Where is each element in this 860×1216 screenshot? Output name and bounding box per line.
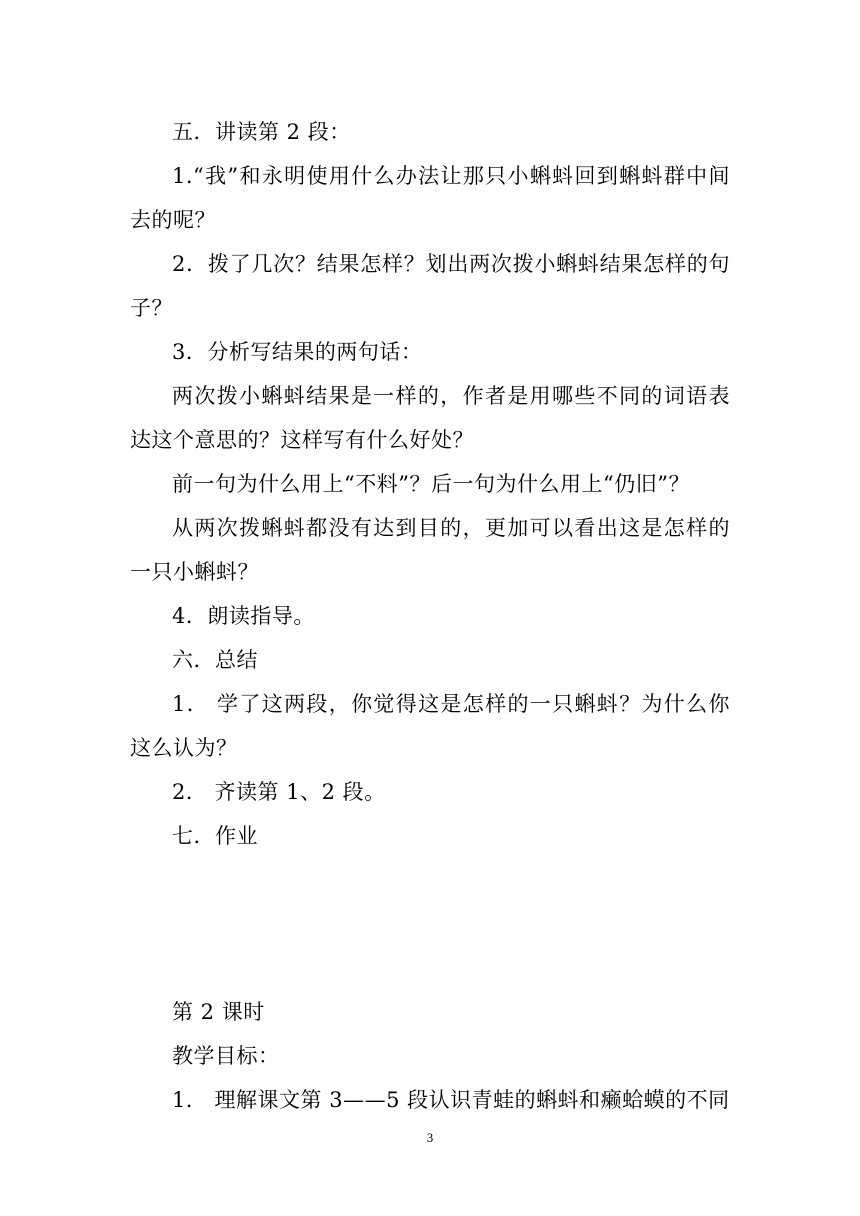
blank-space	[130, 858, 730, 990]
list-item: 1． 学了这两段，你觉得这是怎样的一只蝌蚪？为什么你这么认为？	[130, 692, 730, 760]
section-heading-6: 六．总结	[172, 648, 258, 672]
page-number: 3	[426, 1130, 434, 1145]
list-item: 2． 齐读第 1、2 段。	[172, 780, 386, 804]
body-paragraph: 前一句为什么用上“不料”？后一句为什么用上“仍旧”？	[172, 472, 690, 496]
list-item: 1． 理解课文第 3——5 段认识青蛙的蝌蚪和癞蛤蟆的不同	[172, 1088, 730, 1112]
lesson-heading: 第 2 课时	[172, 1000, 265, 1024]
document-body	[130, 110, 730, 1122]
question-paragraph: 1.“我”和永明使用什么办法让那只小蝌蚪回到蝌蚪群中间去的呢？	[130, 164, 730, 232]
question-paragraph: 3．分析写结果的两句话：	[172, 340, 423, 364]
body-paragraph: 从两次拨蝌蚪都没有达到目的，更加可以看出这是怎样的一只小蝌蚪？	[130, 516, 730, 584]
body-paragraph: 两次拨小蝌蚪结果是一样的，作者是用哪些不同的词语表达这个意思的？这样写有什么好处？	[130, 384, 730, 452]
question-paragraph: 2．拨了几次？结果怎样？划出两次拨小蝌蚪结果怎样的句子？	[130, 252, 730, 320]
section-heading-5: 五．讲读第 2 段：	[172, 120, 351, 144]
objectives-heading: 教学目标：	[172, 1044, 280, 1068]
question-paragraph: 4．朗读指导。	[172, 604, 315, 628]
section-heading-7: 七．作业	[172, 824, 258, 848]
